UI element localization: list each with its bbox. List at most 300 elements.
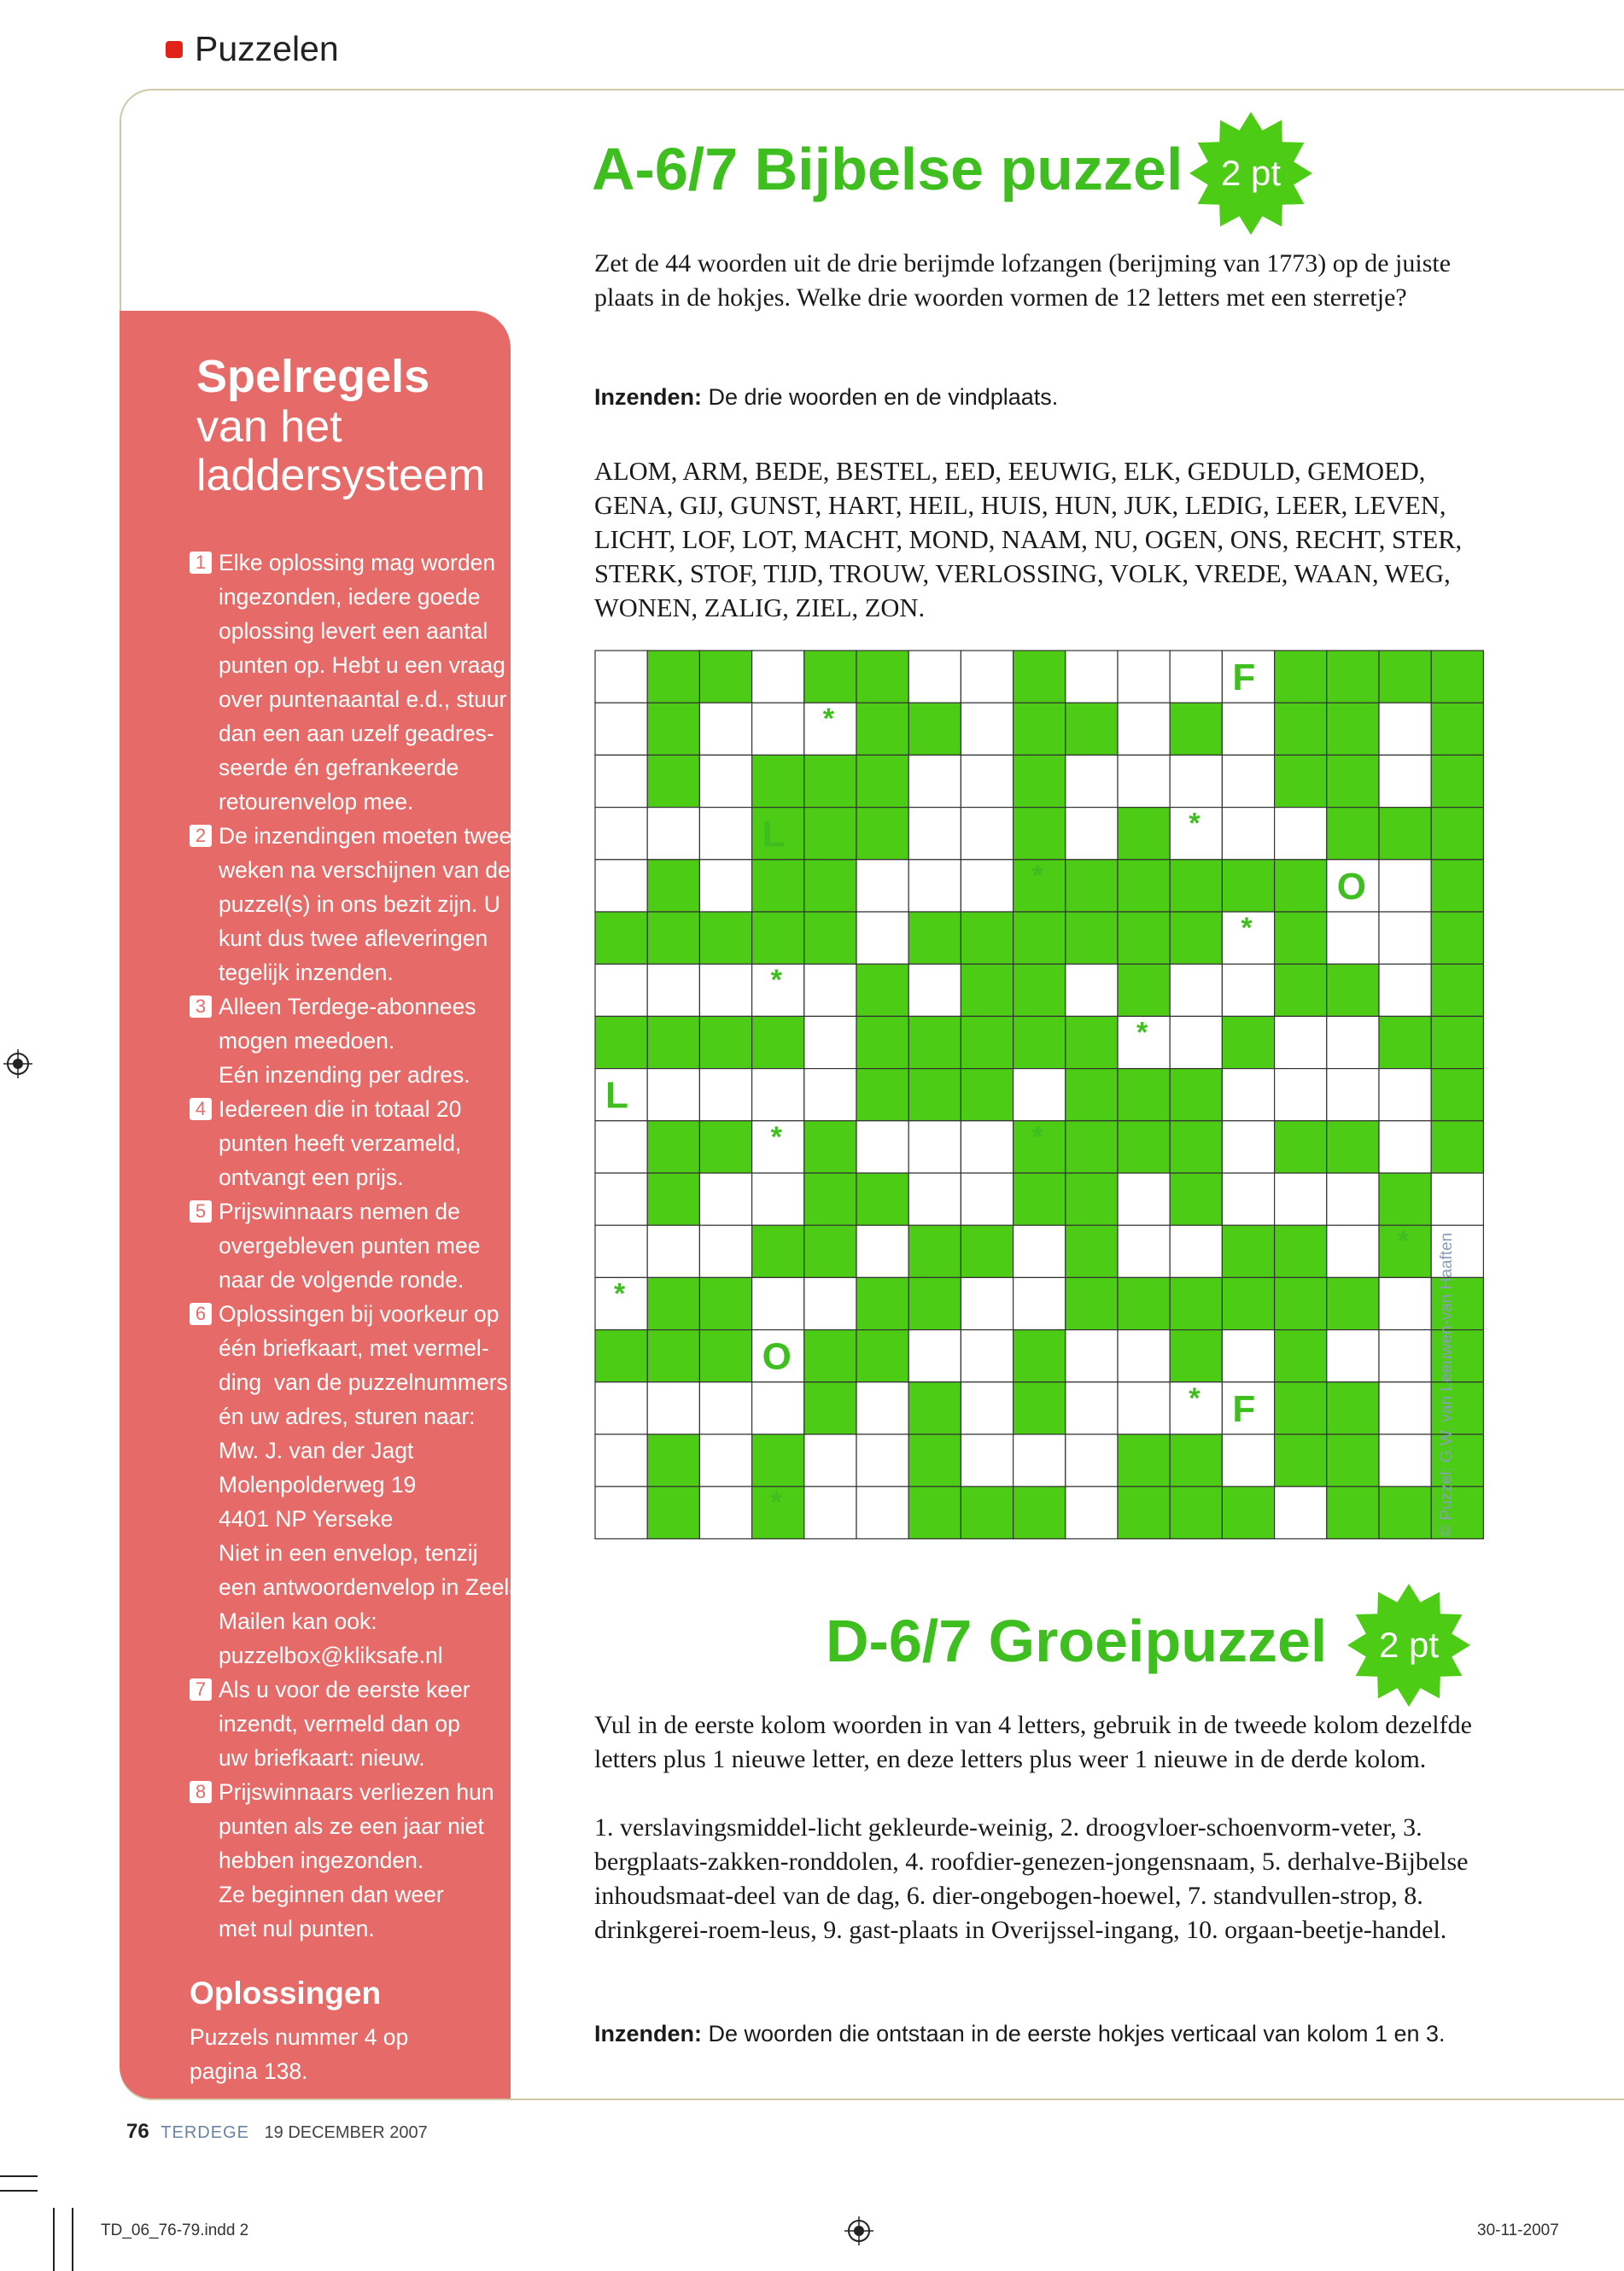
grid-cell[interactable]: [595, 703, 647, 755]
grid-cell[interactable]: [1275, 755, 1327, 807]
grid-cell[interactable]: [647, 1486, 699, 1538]
grid-cell[interactable]: [856, 651, 908, 703]
grid-cell[interactable]: [1379, 1277, 1431, 1329]
grid-cell[interactable]: [1379, 1434, 1431, 1486]
grid-cell[interactable]: [961, 1016, 1013, 1068]
grid-cell[interactable]: [908, 1277, 961, 1329]
rule-line: [190, 1399, 497, 1433]
grid-cell[interactable]: [699, 1434, 751, 1486]
grid-cell[interactable]: [856, 703, 908, 755]
rule-text: én uw adres, sturen naar:: [219, 1404, 476, 1429]
grid-cell[interactable]: [804, 1069, 856, 1121]
grid-cell[interactable]: [856, 1382, 908, 1434]
grid-cell[interactable]: [961, 1121, 1013, 1173]
grid-cell[interactable]: [1222, 1225, 1274, 1277]
grid-cell[interactable]: [1014, 1486, 1066, 1538]
grid-cell[interactable]: [856, 964, 908, 1016]
grid-cell[interactable]: [1066, 1277, 1118, 1329]
grid-cell[interactable]: [1066, 912, 1118, 964]
grid-cell[interactable]: [752, 1225, 804, 1277]
grid-star-marker: *: [1031, 859, 1043, 892]
grid-cell[interactable]: [1118, 1277, 1170, 1329]
grid-cell[interactable]: [647, 1277, 699, 1329]
grid-cell[interactable]: [1222, 1173, 1274, 1225]
rule-text: oplossing levert een aantal: [219, 618, 488, 644]
grid-cell[interactable]: [1118, 1330, 1170, 1382]
rule-number-badge: 2: [190, 825, 212, 847]
grid-cell[interactable]: [1222, 1016, 1274, 1068]
grid-cell[interactable]: [1222, 1434, 1274, 1486]
grid-cell[interactable]: [1327, 1434, 1379, 1486]
grid-cell[interactable]: [1275, 1069, 1327, 1121]
grid-cell[interactable]: [1170, 1016, 1222, 1068]
rule-text: ingezonden, iedere goede: [219, 584, 481, 610]
grid-cell[interactable]: [1275, 1225, 1327, 1277]
grid-cell[interactable]: [1327, 1225, 1379, 1277]
grid-cell[interactable]: [1118, 1486, 1170, 1538]
grid-cell[interactable]: [595, 1225, 647, 1277]
grid-cell[interactable]: [1170, 1225, 1222, 1277]
grid-cell[interactable]: [1275, 651, 1327, 703]
grid-cell[interactable]: [1170, 1277, 1222, 1329]
grid-cell[interactable]: [699, 1121, 751, 1173]
grid-cell[interactable]: [699, 1069, 751, 1121]
grid-cell[interactable]: [1170, 1486, 1222, 1538]
grid-cell[interactable]: [1118, 964, 1170, 1016]
grid-cell[interactable]: [1170, 964, 1222, 1016]
rule-line: [190, 1741, 497, 1775]
grid-cell[interactable]: [699, 1330, 751, 1382]
grid-cell[interactable]: [699, 703, 751, 755]
grid-cell[interactable]: [856, 755, 908, 807]
grid-cell[interactable]: [1066, 651, 1118, 703]
grid-cell[interactable]: [804, 651, 856, 703]
grid-cell[interactable]: [647, 755, 699, 807]
grid-cell[interactable]: [699, 1173, 751, 1225]
grid-cell[interactable]: [1275, 808, 1327, 860]
grid-cell[interactable]: [699, 912, 751, 964]
rule-line: [190, 1707, 497, 1741]
grid-cell[interactable]: [804, 1277, 856, 1329]
grid-cell[interactable]: [1014, 1225, 1066, 1277]
rule-line: [190, 1638, 497, 1673]
grid-cell[interactable]: [1431, 651, 1483, 703]
grid-cell[interactable]: [595, 912, 647, 964]
grid-cell[interactable]: [804, 1382, 856, 1434]
grid-cell[interactable]: [1014, 964, 1066, 1016]
grid-cell[interactable]: [1275, 1173, 1327, 1225]
grid-cell[interactable]: [1275, 912, 1327, 964]
grid-cell[interactable]: [1170, 860, 1222, 912]
grid-cell[interactable]: [1379, 703, 1431, 755]
grid-cell[interactable]: [961, 1382, 1013, 1434]
grid-cell[interactable]: [595, 1486, 647, 1538]
grid-cell[interactable]: [752, 755, 804, 807]
grid-cell[interactable]: [1275, 860, 1327, 912]
grid-cell[interactable]: [1327, 1121, 1379, 1173]
grid-cell[interactable]: [1118, 1434, 1170, 1486]
grid-cell[interactable]: [1170, 1173, 1222, 1225]
grid-cell[interactable]: [1379, 1330, 1431, 1382]
grid-cell[interactable]: [1327, 703, 1379, 755]
grid-cell[interactable]: [1170, 912, 1222, 964]
grid-cell[interactable]: [1014, 651, 1066, 703]
rule-line: [190, 921, 497, 955]
grid-cell[interactable]: [1222, 964, 1274, 1016]
grid-cell[interactable]: [856, 1434, 908, 1486]
grid-cell[interactable]: [908, 964, 961, 1016]
grid-cell[interactable]: [856, 1330, 908, 1382]
grid-cell[interactable]: [595, 1434, 647, 1486]
grid-cell[interactable]: [752, 1434, 804, 1486]
grid-cell[interactable]: [1275, 1486, 1327, 1538]
grid-cell[interactable]: [1275, 1382, 1327, 1434]
grid-cell[interactable]: [856, 912, 908, 964]
grid-cell[interactable]: [961, 912, 1013, 964]
grid-cell[interactable]: [1118, 1069, 1170, 1121]
grid-cell[interactable]: [1431, 808, 1483, 860]
grid-cell[interactable]: [1275, 1121, 1327, 1173]
grid-cell[interactable]: [647, 1330, 699, 1382]
grid-cell[interactable]: [1327, 808, 1379, 860]
grid-cell[interactable]: [595, 964, 647, 1016]
grid-cell[interactable]: [804, 912, 856, 964]
grid-cell[interactable]: [1170, 703, 1222, 755]
grid-cell[interactable]: [1327, 1069, 1379, 1121]
grid-cell[interactable]: [1118, 651, 1170, 703]
grid-cell[interactable]: [1327, 1382, 1379, 1434]
grid-cell[interactable]: [595, 1016, 647, 1068]
rule-number-badge: 7: [190, 1678, 212, 1701]
grid-cell[interactable]: [1170, 755, 1222, 807]
rule-text: met nul punten.: [219, 1916, 375, 1941]
puzzle1-title: A-6/7 Bijbelse puzzel: [592, 136, 1183, 202]
grid-cell[interactable]: [908, 1016, 961, 1068]
rule-line: [190, 580, 497, 614]
grid-cell[interactable]: [1327, 1016, 1379, 1068]
rule-number-badge: 1: [190, 552, 212, 574]
grid-cell[interactable]: [1379, 912, 1431, 964]
grid-cell[interactable]: [647, 1121, 699, 1173]
grid-cell[interactable]: [1118, 1225, 1170, 1277]
grid-cell[interactable]: [1222, 1069, 1274, 1121]
grid-cell[interactable]: [647, 964, 699, 1016]
grid-cell[interactable]: [856, 1121, 908, 1173]
grid-cell[interactable]: [961, 808, 1013, 860]
grid-cell[interactable]: [1222, 1121, 1274, 1173]
grid-cell[interactable]: [856, 1277, 908, 1329]
grid-cell[interactable]: [1014, 912, 1066, 964]
grid-cell[interactable]: [752, 860, 804, 912]
grid-cell[interactable]: [908, 860, 961, 912]
rule-line: [190, 1433, 497, 1468]
grid-cell[interactable]: [1014, 1069, 1066, 1121]
grid-cell[interactable]: [1379, 1016, 1431, 1068]
crop-mark: [72, 2208, 73, 2271]
grid-cell[interactable]: [1118, 1382, 1170, 1434]
grid-cell[interactable]: [1222, 808, 1274, 860]
grid-cell[interactable]: [1118, 912, 1170, 964]
grid-cell[interactable]: [856, 808, 908, 860]
grid-cell[interactable]: [595, 1382, 647, 1434]
grid-cell[interactable]: [1066, 1330, 1118, 1382]
grid-cell[interactable]: [1327, 912, 1379, 964]
grid-cell[interactable]: [961, 755, 1013, 807]
grid-cell[interactable]: [856, 860, 908, 912]
grid-cell[interactable]: [1118, 860, 1170, 912]
grid-cell[interactable]: [1118, 808, 1170, 860]
grid-cell[interactable]: [1379, 1173, 1431, 1225]
grid-cell[interactable]: [961, 1330, 1013, 1382]
grid-cell[interactable]: [1275, 1277, 1327, 1329]
grid-cell[interactable]: [804, 1173, 856, 1225]
grid-cell[interactable]: [1275, 964, 1327, 1016]
grid-cell[interactable]: [961, 1069, 1013, 1121]
grid-cell[interactable]: [1222, 755, 1274, 807]
grid-cell[interactable]: [961, 1486, 1013, 1538]
grid-cell[interactable]: [1066, 1486, 1118, 1538]
grid-cell[interactable]: [647, 912, 699, 964]
grid-cell[interactable]: [908, 1382, 961, 1434]
rule-line: [190, 1126, 497, 1160]
grid-cell[interactable]: [1431, 755, 1483, 807]
grid-cell[interactable]: [1431, 912, 1483, 964]
grid-cell[interactable]: [1170, 1069, 1222, 1121]
grid-cell[interactable]: [699, 1382, 751, 1434]
grid-cell[interactable]: [908, 912, 961, 964]
grid-cell[interactable]: [595, 860, 647, 912]
issue-date: 19 DECEMBER 2007: [264, 2123, 428, 2142]
grid-cell[interactable]: [908, 1069, 961, 1121]
grid-cell[interactable]: [1066, 755, 1118, 807]
grid-cell[interactable]: [856, 1173, 908, 1225]
rule-text: mogen meedoen.: [219, 1028, 395, 1054]
grid-cell[interactable]: [1014, 808, 1066, 860]
grid-given-letter: L: [762, 813, 786, 855]
grid-cell[interactable]: [1379, 1486, 1431, 1538]
grid-cell[interactable]: [804, 1225, 856, 1277]
grid-cell[interactable]: [804, 1434, 856, 1486]
grid-cell[interactable]: [1379, 1382, 1431, 1434]
grid-cell[interactable]: [1431, 1069, 1483, 1121]
grid-cell[interactable]: [856, 1225, 908, 1277]
grid-cell[interactable]: [1170, 1434, 1222, 1486]
grid-cell[interactable]: [647, 1016, 699, 1068]
grid-cell[interactable]: [1170, 1330, 1222, 1382]
grid-cell[interactable]: [856, 1069, 908, 1121]
rule-text: retourenvelop mee.: [219, 789, 414, 814]
grid-cell[interactable]: [752, 1069, 804, 1121]
grid-cell[interactable]: [908, 1330, 961, 1382]
rule-number-badge: 8: [190, 1781, 212, 1803]
grid-cell[interactable]: [1275, 1434, 1327, 1486]
grid-cell[interactable]: [804, 1016, 856, 1068]
grid-cell[interactable]: [752, 912, 804, 964]
grid-cell[interactable]: [1327, 1173, 1379, 1225]
grid-cell[interactable]: [1431, 1173, 1483, 1225]
grid-cell[interactable]: [961, 651, 1013, 703]
grid-cell[interactable]: [1014, 1016, 1066, 1068]
grid-cell[interactable]: [804, 1486, 856, 1538]
grid-cell[interactable]: [908, 1434, 961, 1486]
grid-cell[interactable]: [1066, 808, 1118, 860]
grid-cell[interactable]: [595, 1330, 647, 1382]
grid-cell[interactable]: [804, 808, 856, 860]
grid-cell[interactable]: [699, 1016, 751, 1068]
rule-text: punten als ze een jaar niet: [219, 1813, 484, 1839]
grid-cell[interactable]: [1327, 651, 1379, 703]
grid-cell[interactable]: [1222, 1330, 1274, 1382]
grid-cell[interactable]: [1327, 1486, 1379, 1538]
grid-cell[interactable]: [699, 755, 751, 807]
grid-cell[interactable]: [1014, 1382, 1066, 1434]
grid-cell[interactable]: [1431, 860, 1483, 912]
grid-cell[interactable]: [961, 860, 1013, 912]
grid-cell[interactable]: [1066, 1016, 1118, 1068]
grid-cell[interactable]: [647, 1069, 699, 1121]
grid-cell[interactable]: [1222, 703, 1274, 755]
grid-cell[interactable]: [1379, 755, 1431, 807]
grid-cell[interactable]: [699, 860, 751, 912]
points-label: 2 pt: [1220, 153, 1282, 193]
rule-text: Prijswinnaars nemen de: [219, 1199, 460, 1224]
print-slug-date: 30-11-2007: [1477, 2221, 1559, 2239]
grid-cell[interactable]: [647, 1434, 699, 1486]
grid-cell[interactable]: [1222, 1277, 1274, 1329]
grid-cell[interactable]: [908, 1121, 961, 1173]
grid-cell[interactable]: [908, 808, 961, 860]
grid-cell[interactable]: [961, 1277, 1013, 1329]
grid-cell[interactable]: [647, 860, 699, 912]
grid-cell[interactable]: [1379, 1121, 1431, 1173]
grid-cell[interactable]: [1118, 755, 1170, 807]
grid-cell[interactable]: [961, 703, 1013, 755]
grid-cell[interactable]: [961, 1225, 1013, 1277]
grid-cell[interactable]: [908, 1225, 961, 1277]
rule-line: [190, 785, 497, 819]
grid-cell[interactable]: [908, 1486, 961, 1538]
grid-cell[interactable]: [647, 1225, 699, 1277]
grid-cell[interactable]: [1222, 1486, 1274, 1538]
grid-cell[interactable]: [1170, 1121, 1222, 1173]
grid-cell[interactable]: [1327, 755, 1379, 807]
grid-cell[interactable]: [804, 860, 856, 912]
rule-text: kunt dus twee afleveringen: [219, 925, 488, 951]
grid-cell[interactable]: [752, 1277, 804, 1329]
grid-cell[interactable]: [752, 1173, 804, 1225]
grid-cell[interactable]: [1014, 1173, 1066, 1225]
grid-cell[interactable]: [1327, 1277, 1379, 1329]
grid-cell[interactable]: [1379, 860, 1431, 912]
grid-cell[interactable]: [647, 651, 699, 703]
grid-cell[interactable]: [1066, 1069, 1118, 1121]
grid-cell[interactable]: [752, 1016, 804, 1068]
grid-cell[interactable]: [699, 1225, 751, 1277]
grid-cell[interactable]: [1118, 703, 1170, 755]
grid-cell[interactable]: [595, 1173, 647, 1225]
grid-cell[interactable]: [595, 755, 647, 807]
grid-cell[interactable]: [1014, 703, 1066, 755]
points-badge: [1345, 1581, 1473, 1709]
grid-cell[interactable]: [1431, 1016, 1483, 1068]
grid-cell[interactable]: [961, 964, 1013, 1016]
grid-cell[interactable]: [1275, 1330, 1327, 1382]
grid-cell[interactable]: [1327, 964, 1379, 1016]
grid-cell[interactable]: [752, 651, 804, 703]
grid-cell[interactable]: [595, 808, 647, 860]
grid-cell[interactable]: [804, 964, 856, 1016]
grid-cell[interactable]: [1014, 1434, 1066, 1486]
rule-text: Niet in een envelop, tenzij: [219, 1540, 478, 1566]
grid-cell[interactable]: [1066, 1121, 1118, 1173]
grid-cell[interactable]: [1275, 703, 1327, 755]
grid-cell[interactable]: [1014, 1277, 1066, 1329]
grid-cell[interactable]: [1327, 1330, 1379, 1382]
grid-cell[interactable]: [699, 1277, 751, 1329]
grid-cell[interactable]: [752, 1382, 804, 1434]
grid-cell[interactable]: [1431, 703, 1483, 755]
grid-cell[interactable]: [752, 703, 804, 755]
grid-cell[interactable]: [647, 1173, 699, 1225]
grid-cell[interactable]: [908, 1173, 961, 1225]
grid-cell[interactable]: [1379, 964, 1431, 1016]
grid-cell[interactable]: [908, 755, 961, 807]
grid-cell[interactable]: [804, 755, 856, 807]
rule-text: puzzel(s) in ons bezit zijn. U: [219, 891, 500, 917]
grid-cell[interactable]: [699, 651, 751, 703]
grid-cell[interactable]: [1379, 651, 1431, 703]
rule-text: Eén inzending per adres.: [219, 1062, 470, 1088]
grid-cell[interactable]: [1222, 860, 1274, 912]
grid-cell[interactable]: [699, 1486, 751, 1538]
grid-cell[interactable]: [1170, 651, 1222, 703]
grid-cell[interactable]: [595, 1121, 647, 1173]
grid-cell[interactable]: [699, 964, 751, 1016]
grid-cell[interactable]: [1014, 755, 1066, 807]
grid-cell[interactable]: [1118, 1173, 1170, 1225]
grid-cell[interactable]: [1431, 1121, 1483, 1173]
grid-cell[interactable]: [1066, 1173, 1118, 1225]
grid-cell[interactable]: [699, 808, 751, 860]
grid-cell[interactable]: [804, 1121, 856, 1173]
grid-cell[interactable]: [1066, 1225, 1118, 1277]
grid-cell[interactable]: [1431, 964, 1483, 1016]
grid-cell[interactable]: [1379, 1069, 1431, 1121]
rule-line: [190, 887, 500, 921]
grid-cell[interactable]: [1379, 808, 1431, 860]
grid-cell[interactable]: [961, 1173, 1013, 1225]
grid-cell[interactable]: [1275, 1016, 1327, 1068]
grid-cell[interactable]: [908, 703, 961, 755]
grid-cell[interactable]: [856, 1016, 908, 1068]
grid-cell[interactable]: [647, 808, 699, 860]
grid-cell[interactable]: [856, 1486, 908, 1538]
grid-cell[interactable]: [1066, 860, 1118, 912]
grid-cell[interactable]: [1118, 1121, 1170, 1173]
grid-cell[interactable]: [1014, 1330, 1066, 1382]
grid-cell[interactable]: [961, 1434, 1013, 1486]
grid-cell[interactable]: [804, 1330, 856, 1382]
rule-text: punten heeft verzameld,: [219, 1130, 462, 1156]
grid-cell[interactable]: [647, 1382, 699, 1434]
grid-cell[interactable]: [647, 703, 699, 755]
grid-cell[interactable]: [908, 651, 961, 703]
grid-cell[interactable]: [1066, 964, 1118, 1016]
grid-cell[interactable]: [1066, 703, 1118, 755]
grid-cell[interactable]: [1066, 1434, 1118, 1486]
grid-cell[interactable]: [595, 651, 647, 703]
grid-cell[interactable]: [1066, 1382, 1118, 1434]
